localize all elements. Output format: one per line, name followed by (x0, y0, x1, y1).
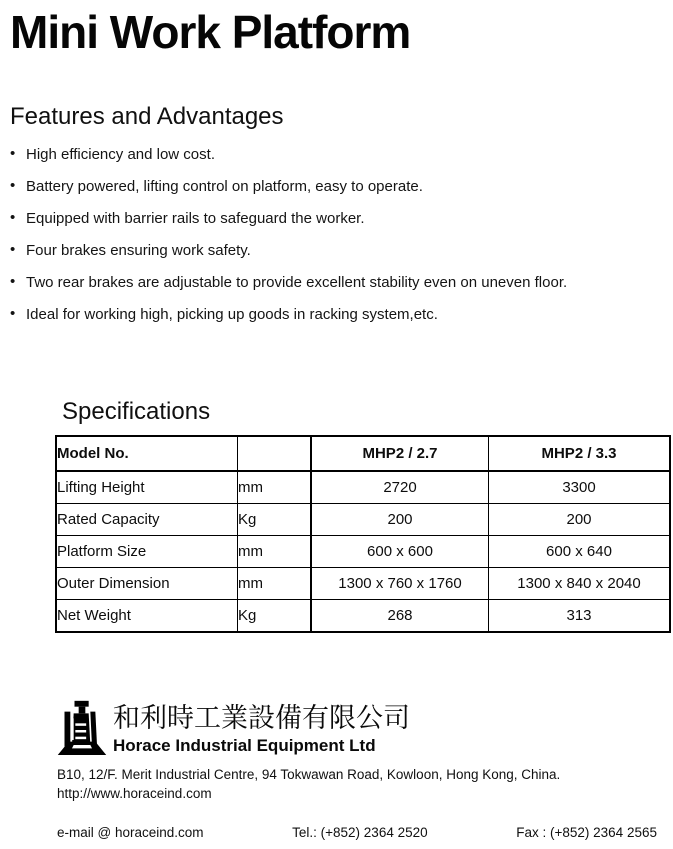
row-unit: mm (238, 568, 312, 600)
table-row (56, 471, 670, 504)
row-value-m33: 600 x 640 (489, 536, 671, 568)
table-header-row (56, 436, 670, 471)
row-label: Outer Dimension (56, 568, 238, 600)
row-label: Rated Capacity (56, 504, 238, 536)
company-address: B10, 12/F. Merit Industrial Centre, 94 Tokwawan Road, Kowloon, Hong Kong, China. (57, 767, 561, 782)
specifications-heading: Specifications (62, 398, 211, 426)
header-model-no: Model No. (56, 436, 238, 471)
company-email: e-mail @ horaceind.com (57, 825, 204, 840)
table-row (56, 536, 670, 568)
feature-item: • Two rear brakes are adjustable to provide excellent stability even on uneven floor. (10, 275, 673, 290)
row-value-m27: 2720 (311, 471, 489, 504)
company-fax: Fax : (+852) 2364 2565 (516, 825, 657, 840)
table-row (56, 600, 670, 633)
row-value-m27: 1300 x 760 x 1760 (311, 568, 489, 600)
company-tel: Tel.: (+852) 2364 2520 (292, 825, 428, 840)
footer (57, 700, 657, 840)
brand-row (57, 700, 657, 760)
row-value-m33: 313 (489, 600, 671, 633)
company-name-chinese: 和利時工業設備有限公司 (113, 703, 410, 733)
feature-list (0, 147, 673, 322)
row-unit: mm (238, 471, 312, 504)
row-value-m27: 600 x 600 (311, 536, 489, 568)
specifications-table (55, 435, 671, 633)
horace-company-logo-icon (57, 700, 107, 760)
feature-item: • Equipped with barrier rails to safeguard the worker. (10, 211, 673, 226)
brand-names (113, 700, 410, 756)
feature-item: • Four brakes ensuring work safety. (10, 243, 673, 258)
row-value-m33: 3300 (489, 471, 671, 504)
feature-item: • High efficiency and low cost. (10, 147, 673, 162)
row-label: Lifting Height (56, 471, 238, 504)
feature-item: • Battery powered, lifting control on platform, easy to operate. (10, 179, 673, 194)
header-model-mhp2-2-7: MHP2 / 2.7 (311, 436, 489, 471)
row-value-m33: 1300 x 840 x 2040 (489, 568, 671, 600)
contact-row (57, 825, 657, 840)
row-unit: Kg (238, 600, 312, 633)
page-title: Mini Work Platform (10, 6, 411, 58)
row-unit: mm (238, 536, 312, 568)
company-name-english: Horace Industrial Equipment Ltd (113, 736, 376, 755)
features-heading: Features and Advantages (10, 103, 284, 131)
table-row (56, 504, 670, 536)
row-value-m27: 200 (311, 504, 489, 536)
row-value-m33: 200 (489, 504, 671, 536)
table-row (56, 568, 670, 600)
row-label: Platform Size (56, 536, 238, 568)
row-value-m27: 268 (311, 600, 489, 633)
header-unit-blank (238, 436, 312, 471)
row-label: Net Weight (56, 600, 238, 633)
feature-item: • Ideal for working high, picking up goods in racking system,etc. (10, 307, 673, 322)
company-website: http://www.horaceind.com (57, 786, 212, 801)
row-unit: Kg (238, 504, 312, 536)
header-model-mhp2-3-3: MHP2 / 3.3 (489, 436, 671, 471)
